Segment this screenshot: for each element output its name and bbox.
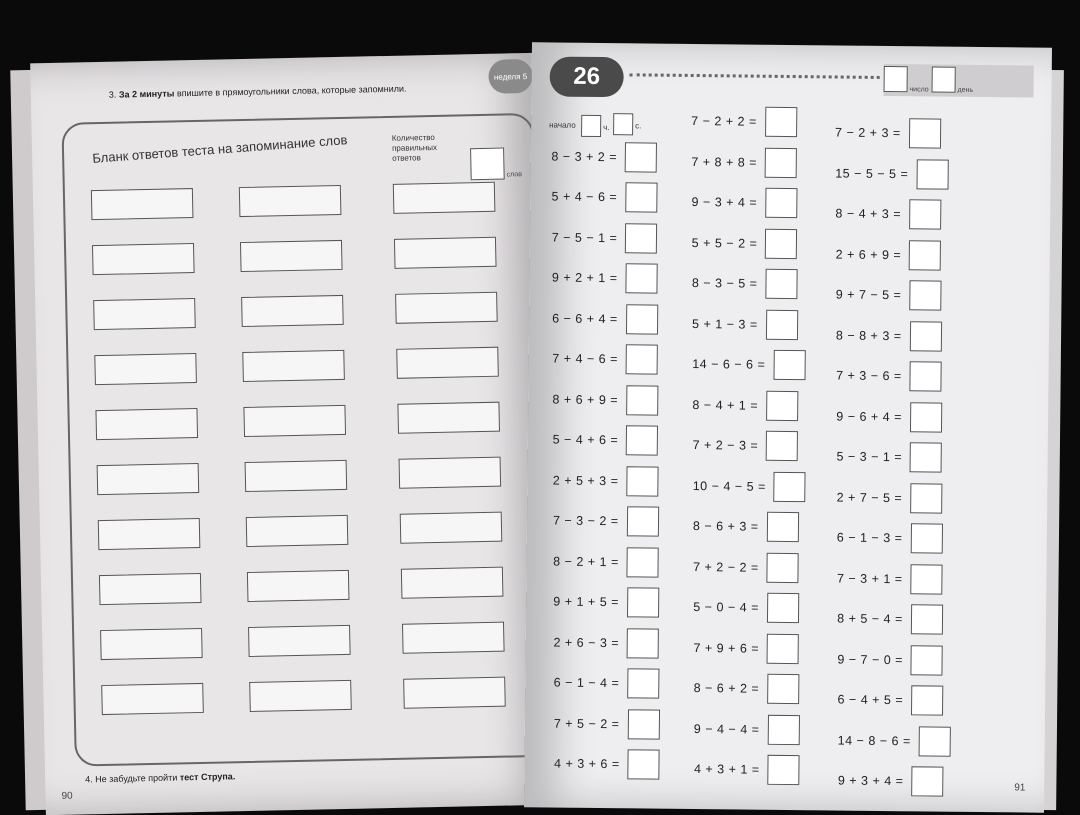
equation-text: 5 − 4 + 6 = — [552, 432, 619, 448]
equation-text: 9 − 4 − 4 = — [693, 721, 760, 737]
equation-text: 2 + 6 + 9 = — [835, 246, 902, 262]
equation-row — [836, 320, 942, 351]
equation-row — [552, 263, 658, 294]
equation-row — [552, 303, 658, 334]
equation-text: 8 − 4 + 3 = — [835, 206, 902, 222]
answer-box[interactable] — [765, 269, 797, 299]
answer-box[interactable] — [909, 280, 941, 310]
word-answer-box[interactable] — [247, 570, 350, 602]
right-page-number: 91 — [1014, 782, 1026, 794]
equation-row — [835, 239, 941, 270]
equation-row — [693, 552, 799, 583]
equation-text: 7 + 2 − 3 = — [692, 438, 759, 453]
answer-box[interactable] — [766, 431, 798, 461]
equation-row — [693, 511, 799, 542]
equation-text: 8 + 5 − 4 = — [837, 611, 903, 627]
note-bold: тест Струпа. — [179, 771, 236, 783]
equation-text: 5 + 4 − 6 = — [551, 189, 618, 205]
answer-box[interactable] — [767, 755, 799, 785]
equation-row — [837, 685, 943, 716]
equation-text: 8 − 4 + 1 = — [692, 397, 759, 413]
answer-box[interactable] — [910, 483, 942, 513]
word-answer-box[interactable] — [393, 182, 496, 214]
word-answer-box[interactable] — [100, 628, 203, 660]
word-answer-box[interactable] — [395, 292, 498, 324]
word-answer-box[interactable] — [402, 622, 505, 654]
equation-row — [551, 141, 657, 172]
equation-row — [692, 389, 798, 420]
correct-count-box[interactable] — [470, 148, 505, 181]
word-answer-box[interactable] — [394, 237, 497, 269]
equation-text: 5 − 0 − 4 = — [693, 600, 759, 615]
answer-box[interactable] — [626, 425, 658, 455]
answer-box[interactable] — [911, 685, 943, 715]
instruction — [109, 84, 407, 100]
equation-row — [835, 198, 941, 229]
equation-text: 6 − 4 + 5 = — [837, 692, 904, 708]
answer-box[interactable] — [625, 263, 657, 293]
instruction-text: впишите в прямоугольники слова, которые запомнили. — [176, 83, 407, 99]
answer-box[interactable] — [765, 228, 797, 258]
equation-text: 7 + 8 + 8 = — [691, 154, 758, 170]
equation-text: 9 − 6 + 4 = — [836, 409, 903, 424]
answer-box[interactable] — [767, 714, 799, 744]
answer-box[interactable] — [627, 668, 659, 698]
start-sep: ч. — [603, 123, 610, 133]
word-answer-box[interactable] — [248, 625, 351, 657]
equation-text: 15 − 5 − 5 = — [835, 165, 909, 181]
answer-box[interactable] — [627, 628, 659, 658]
equation-text: 7 + 9 + 6 = — [693, 640, 760, 656]
date-number-label: число — [909, 86, 929, 94]
word-answer-box[interactable] — [400, 512, 503, 544]
answer-box[interactable] — [766, 390, 798, 420]
equation-row — [835, 158, 948, 189]
answer-box[interactable] — [626, 344, 658, 374]
instruction-number: 3. — [108, 89, 117, 100]
count-unit: слов — [506, 171, 522, 179]
equation-row — [553, 546, 659, 577]
equation-row — [692, 308, 798, 339]
word-answer-box[interactable] — [93, 298, 196, 330]
answer-box[interactable] — [766, 512, 798, 542]
equation-row — [837, 644, 943, 675]
answer-box[interactable] — [626, 304, 658, 334]
stroop-note — [85, 771, 235, 784]
date-number-box[interactable] — [884, 66, 908, 92]
equation-row — [553, 627, 659, 658]
equation-text: 7 − 3 + 1 = — [836, 571, 903, 586]
equation-row — [553, 425, 659, 456]
equation-text: 8 − 6 + 3 = — [692, 519, 759, 534]
equation-row — [836, 279, 942, 310]
word-answer-box[interactable] — [241, 295, 344, 327]
equation-row — [836, 361, 942, 392]
answer-box[interactable] — [767, 552, 799, 582]
equation-row — [554, 708, 660, 739]
answer-box[interactable] — [765, 147, 797, 177]
equation-row — [693, 633, 799, 664]
word-answer-box[interactable] — [98, 518, 201, 550]
equation-row — [553, 465, 659, 496]
answer-box[interactable] — [911, 645, 943, 675]
answer-box[interactable] — [910, 442, 942, 472]
equation-row — [553, 506, 659, 537]
word-answer-box[interactable] — [95, 408, 198, 440]
answer-box[interactable] — [767, 674, 799, 704]
answer-box[interactable] — [765, 188, 797, 218]
word-answer-box[interactable] — [239, 185, 342, 217]
answer-box[interactable] — [626, 466, 658, 496]
answer-box[interactable] — [774, 471, 806, 501]
answer-box[interactable] — [626, 506, 658, 536]
equation-text: 2 + 5 + 3 = — [552, 473, 619, 488]
equation-row — [692, 268, 798, 299]
equation-row — [692, 227, 798, 258]
answer-box[interactable] — [627, 709, 659, 739]
equation-text: 7 + 4 − 6 = — [552, 351, 618, 367]
equation-row — [692, 349, 805, 380]
equation-text: 8 − 8 + 3 = — [835, 327, 902, 343]
equation-text: 8 − 2 + 1 = — [553, 554, 619, 569]
equation-row — [551, 182, 657, 213]
answer-box[interactable] — [627, 587, 659, 617]
equation-row — [553, 587, 659, 618]
equation-text: 9 + 7 − 5 = — [835, 287, 902, 303]
equation-text: 7 − 5 − 1 = — [551, 230, 618, 245]
equation-text: 9 − 3 + 4 = — [691, 194, 758, 210]
answer-box[interactable] — [767, 593, 799, 623]
correct-count-label: Количество правильных ответов — [391, 132, 438, 163]
answer-box[interactable] — [625, 223, 657, 253]
word-answer-box[interactable] — [242, 350, 345, 382]
word-answer-box[interactable] — [397, 402, 500, 434]
start-hours-box[interactable] — [581, 115, 601, 137]
equation-text: 4 + 3 + 1 = — [693, 762, 760, 777]
equation-text: 5 − 3 − 1 = — [836, 449, 903, 465]
equation-text: 9 + 1 + 5 = — [553, 594, 620, 610]
equation-row — [694, 714, 800, 745]
start-minutes-box[interactable] — [613, 113, 633, 135]
answer-box[interactable] — [910, 361, 942, 391]
equation-text: 9 − 7 − 0 = — [837, 652, 904, 667]
word-answer-box[interactable] — [243, 405, 346, 437]
left-page-number: 90 — [61, 790, 73, 802]
answer-box[interactable] — [628, 749, 660, 779]
right-page — [524, 42, 1052, 812]
equation-text: 8 − 3 + 2 = — [551, 149, 618, 164]
equation-text: 5 + 1 − 3 = — [692, 316, 758, 332]
start-label: начало — [549, 120, 576, 130]
answer-box[interactable] — [626, 385, 658, 415]
answer-box[interactable] — [625, 182, 657, 212]
answer-box[interactable] — [627, 547, 659, 577]
word-answer-box[interactable] — [101, 683, 204, 715]
word-answer-box[interactable] — [91, 188, 194, 220]
equation-row — [692, 430, 798, 461]
equation-row — [837, 604, 943, 635]
word-answer-box[interactable] — [396, 347, 499, 379]
equation-row — [836, 442, 942, 473]
equation-row — [693, 471, 806, 502]
equation-text: 7 + 3 − 6 = — [836, 368, 902, 384]
word-answer-box[interactable] — [94, 353, 197, 385]
word-answer-box[interactable] — [99, 573, 202, 605]
equation-text: 2 + 7 − 5 = — [836, 490, 903, 505]
answer-box[interactable] — [625, 142, 657, 172]
answer-box[interactable] — [911, 604, 943, 634]
equation-text: 6 − 1 − 4 = — [553, 675, 620, 691]
equation-row — [554, 668, 660, 699]
equation-row — [838, 766, 944, 797]
day-badge: 26 — [549, 56, 623, 97]
word-answer-box[interactable] — [97, 463, 200, 495]
equation-row — [552, 344, 658, 375]
answer-box[interactable] — [909, 118, 941, 148]
equation-row — [837, 482, 943, 513]
equation-row — [836, 401, 942, 432]
answer-box[interactable] — [911, 766, 943, 796]
equation-row — [691, 187, 797, 218]
equation-text: 8 − 3 − 5 = — [691, 275, 758, 291]
equation-text: 10 − 4 − 5 = — [692, 478, 766, 494]
word-answer-box[interactable] — [240, 240, 343, 272]
equation-text: 7 − 2 + 3 = — [835, 125, 901, 141]
answer-box[interactable] — [916, 159, 948, 189]
equation-row — [694, 673, 800, 704]
left-page — [30, 53, 556, 815]
equation-text: 7 + 5 − 2 = — [553, 716, 620, 731]
word-answer-grid — [30, 53, 540, 64]
equation-row — [691, 146, 797, 177]
equation-text: 7 − 3 − 2 = — [552, 513, 619, 529]
form-title: Бланк ответов теста на запоминание слов — [91, 132, 348, 166]
answer-box[interactable] — [910, 564, 942, 594]
answer-box[interactable] — [909, 199, 941, 229]
answer-box[interactable] — [767, 633, 799, 663]
equation-row — [691, 106, 797, 137]
instruction-bold: За 2 минуты — [118, 88, 175, 100]
equation-text: 7 − 2 + 2 = — [691, 113, 757, 129]
header-dotted-line — [630, 73, 880, 79]
word-answer-box[interactable] — [92, 243, 195, 275]
answer-box[interactable] — [910, 523, 942, 553]
note-text: 4. Не забудьте пройти — [85, 772, 178, 785]
date-day-label: день — [957, 86, 974, 94]
word-answer-box[interactable] — [246, 515, 349, 547]
equation-text: 4 + 3 + 6 = — [553, 756, 620, 772]
word-answer-box[interactable] — [401, 567, 504, 599]
equation-row — [552, 222, 658, 253]
equation-row — [838, 725, 951, 756]
equation-row — [694, 754, 800, 785]
equation-row — [837, 563, 943, 594]
equation-text: 5 + 5 − 2 = — [691, 235, 758, 251]
word-answer-box[interactable] — [399, 457, 502, 489]
word-answer-box[interactable] — [249, 680, 352, 712]
equation-row — [552, 384, 658, 415]
answer-box[interactable] — [766, 309, 798, 339]
word-answer-box[interactable] — [245, 460, 348, 492]
equation-text: 14 − 8 − 6 = — [837, 733, 911, 748]
equation-text: 8 − 6 + 2 = — [693, 681, 760, 696]
equation-row — [554, 749, 660, 780]
date-day-box[interactable] — [932, 66, 956, 92]
start-end: с. — [635, 121, 642, 131]
equation-text: 7 + 2 − 2 = — [693, 559, 759, 575]
equation-text: 9 + 3 + 4 = — [837, 773, 904, 789]
equation-text: 2 + 6 − 3 = — [553, 635, 620, 650]
equation-text: 14 − 6 − 6 = — [692, 356, 766, 372]
equation-text: 8 + 6 + 9 = — [552, 392, 619, 407]
equation-text: 9 + 2 + 1 = — [551, 270, 618, 286]
equation-row — [837, 523, 943, 554]
equation-row — [693, 592, 799, 623]
equation-row — [835, 117, 941, 148]
word-answer-box[interactable] — [403, 677, 506, 709]
answer-box[interactable] — [765, 107, 797, 137]
answer-box[interactable] — [919, 726, 951, 756]
equation-text: 6 − 1 − 3 = — [836, 530, 903, 546]
answer-box[interactable] — [909, 321, 941, 351]
week-tab: неделя 5 — [488, 59, 533, 94]
answer-box[interactable] — [910, 402, 942, 432]
answer-box[interactable] — [773, 350, 805, 380]
equation-text: 6 − 6 + 4 = — [552, 311, 618, 326]
answer-box[interactable] — [909, 240, 941, 270]
